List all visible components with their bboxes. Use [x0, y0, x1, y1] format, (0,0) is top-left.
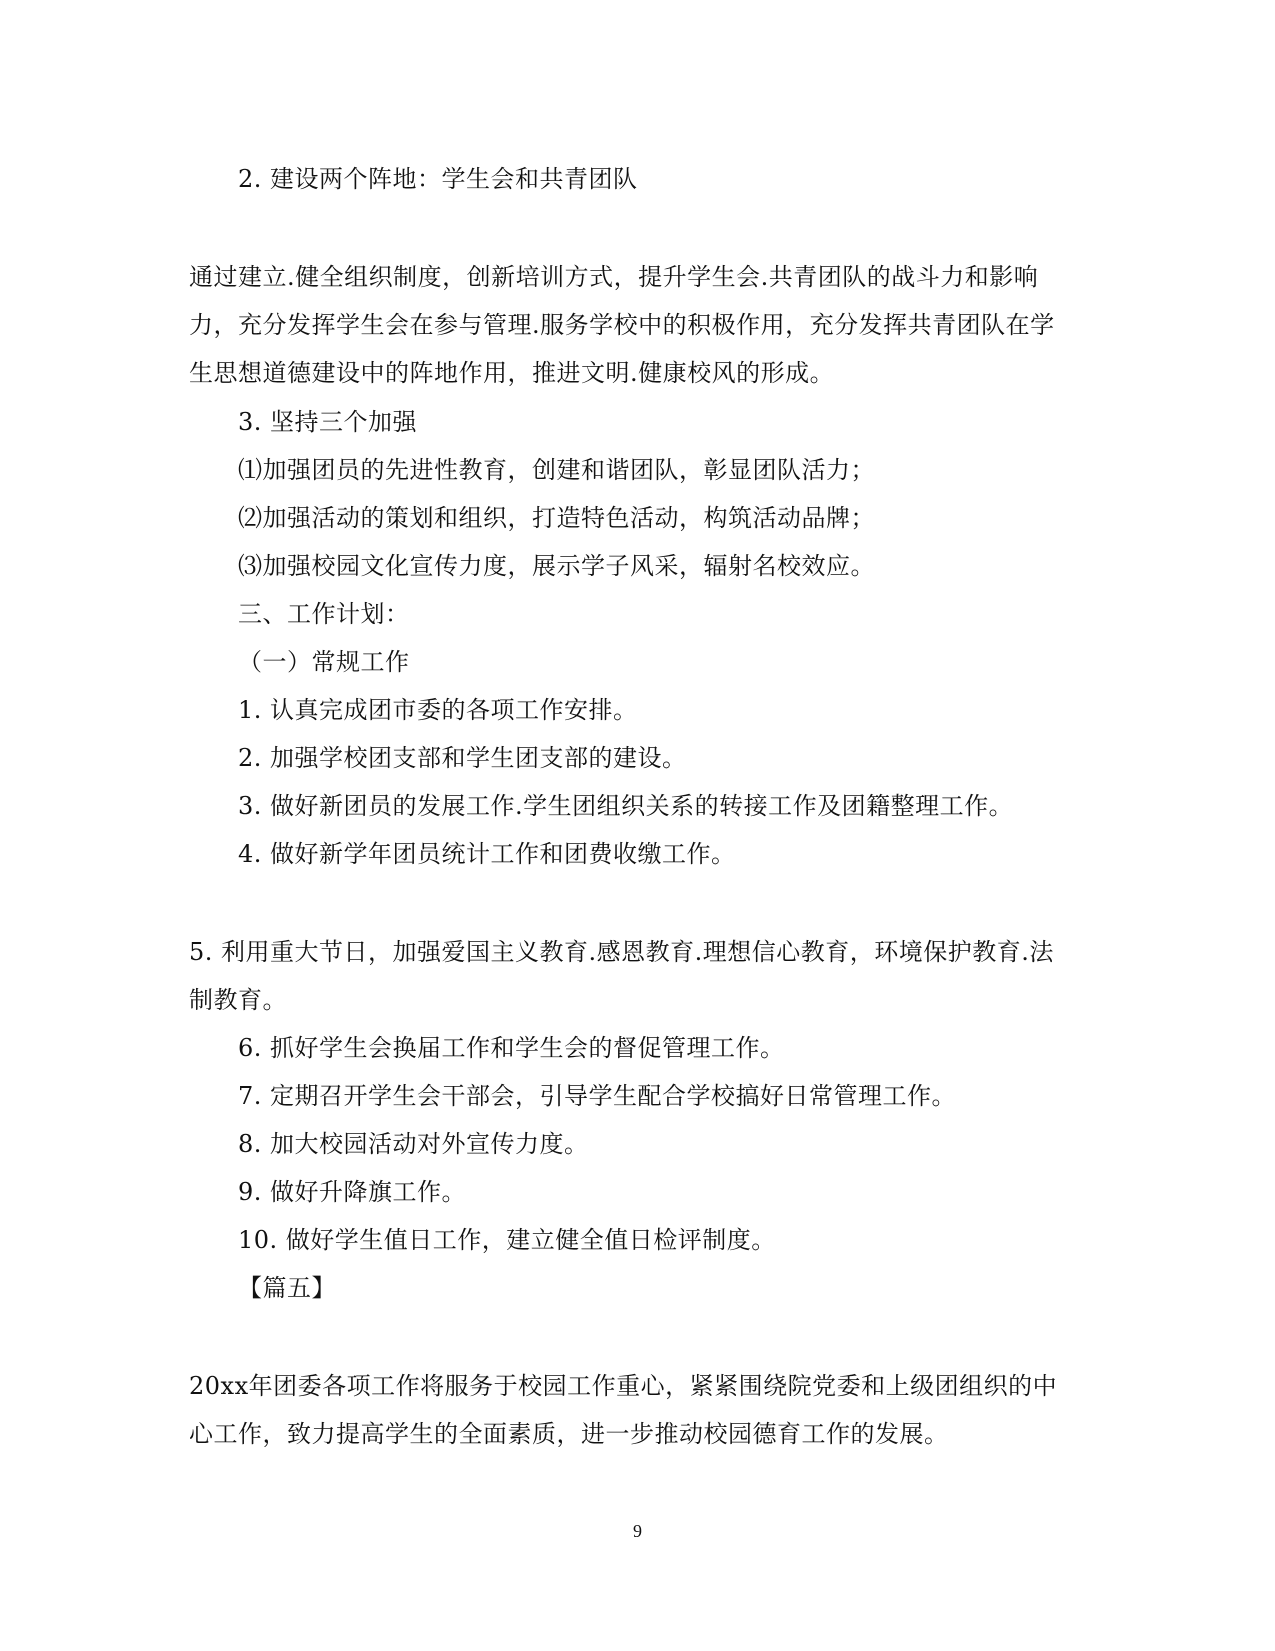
paragraph-line: 生思想道德建设中的阵地作用，推进文明.健康校风的形成。 — [189, 359, 835, 387]
paragraph-line: 2. 加强学校团支部和学生团支部的建设。 — [238, 744, 687, 772]
paragraph-line: 制教育。 — [189, 986, 287, 1014]
paragraph-line: 8. 加大校园活动对外宣传力度。 — [238, 1130, 589, 1158]
paragraph-line: 6. 抓好学生会换届工作和学生会的督促管理工作。 — [238, 1034, 785, 1062]
paragraph-line: ⑵加强活动的策划和组织，打造特色活动，构筑活动品牌； — [238, 504, 875, 532]
paragraph-line: 通过建立.健全组织制度，创新培训方式，提升学生会.共青团队的战斗力和影响 — [189, 263, 1039, 291]
paragraph-line: 20xx年团委各项工作将服务于校园工作重心，紧紧围绕院党委和上级团组织的中 — [189, 1372, 1058, 1400]
paragraph-line: 3. 坚持三个加强 — [238, 408, 418, 436]
page-number: 9 — [633, 1521, 642, 1541]
paragraph-line: 9. 做好升降旗工作。 — [238, 1178, 467, 1206]
paragraph-line: ⑴加强团员的先进性教育，创建和谐团队，彰显团队活力； — [238, 456, 875, 484]
paragraph-line: ⑶加强校园文化宣传力度，展示学子风采，辐射名校效应。 — [238, 552, 875, 580]
paragraph-line: 7. 定期召开学生会干部会，引导学生配合学校搞好日常管理工作。 — [238, 1082, 957, 1110]
paragraph-line: 4. 做好新学年团员统计工作和团费收缴工作。 — [238, 840, 736, 868]
subsection-heading: （一）常规工作 — [238, 648, 410, 676]
paragraph-line: 1. 认真完成团市委的各项工作安排。 — [238, 696, 638, 724]
paragraph-line: 力，充分发挥学生会在参与管理.服务学校中的积极作用，充分发挥共青团队在学 — [189, 311, 1055, 339]
paragraph-line: 2. 建设两个阵地：学生会和共青团队 — [238, 165, 638, 193]
section-heading: 三、工作计划： — [238, 600, 410, 628]
paragraph-line: 10. 做好学生值日工作，建立健全值日检评制度。 — [238, 1226, 776, 1254]
paragraph-line: 5. 利用重大节日，加强爱国主义教育.感恩教育.理想信心教育，环境保护教育.法 — [189, 938, 1054, 966]
paragraph-line: 3. 做好新团员的发展工作.学生团组织关系的转接工作及团籍整理工作。 — [238, 792, 1014, 820]
paragraph-line: 心工作，致力提高学生的全面素质，进一步推动校园德育工作的发展。 — [189, 1420, 949, 1448]
section-heading: 【篇五】 — [238, 1274, 336, 1302]
